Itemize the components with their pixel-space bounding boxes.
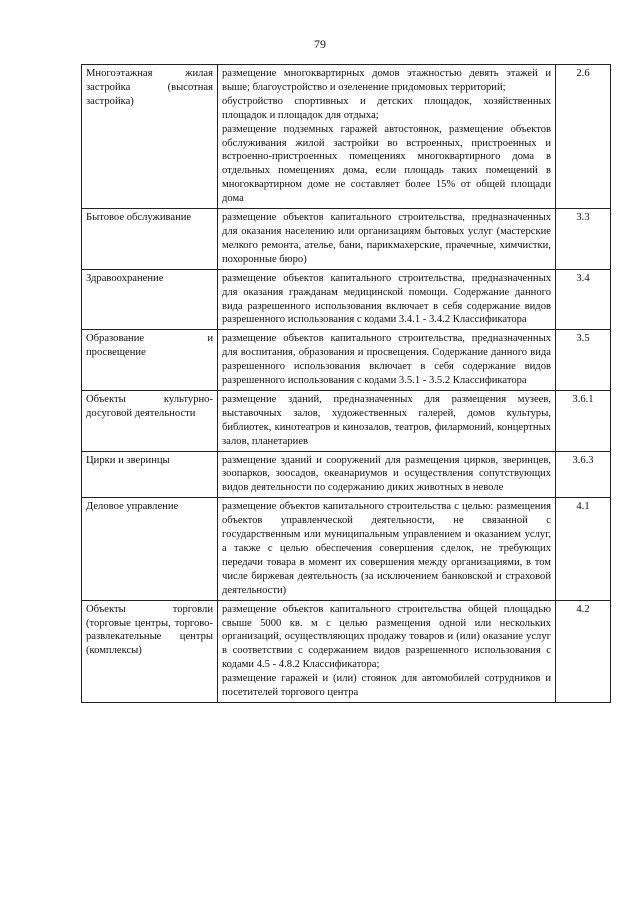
description-paragraph: размещение объектов капитального строительства, предназначенных для воспитания, образования и просвещения. Содержание данного вида разрешенного использования включает в себя содержание видов разрешенного использования с кодами 3.5.1 - 3.5.2 Классификатора xyxy=(222,333,551,387)
use-name-cell: Деловое управление xyxy=(82,498,218,600)
use-description-cell xyxy=(218,330,556,391)
description-paragraph: обустройство спортивных и детских площадок, хозяйственных площадок и площадок для отдыха; xyxy=(222,95,551,121)
land-use-table xyxy=(81,64,611,703)
description-paragraph: размещение объектов капитального строительства общей площадью свыше 5000 кв. м с целью размещения одной или нескольких организаций, осуществляющих продажу товаров и (или) оказание услуг в соответствии с содержанием видов разрешенного использования с кодами 4.5 - 4.8.2 Классификатора; xyxy=(222,603,551,671)
description-paragraph: размещение подземных гаражей автостоянок, размещение объектов обслуживания жилой застройки во встроенных, пристроенных и встроенно-пристроенных помещениях многоквартирного дома в отдельных помещениях дома, если площадь таких помещений в многоквартирном доме не составляет более 15% от общей площади дома xyxy=(222,123,551,205)
description-paragraph: размещение объектов капитального строительства с целью: размещения объектов управленческой деятельности, не связанной с государственным или муниципальным управлением и оказанием услуг, а также с целью обеспечения совершения сделок, не требующих передачи товара в момент их совершения между организациями, в том числе биржевая деятельность (за исключением банковской и страховой деятельности) xyxy=(222,501,551,596)
use-name-cell: Объекты культурно-досуговой деятельности xyxy=(82,390,218,451)
use-description-cell xyxy=(218,209,556,270)
use-code-cell: 3.6.1 xyxy=(556,390,611,451)
use-name-cell: Многоэтажная жилая застройка (высотная застройка) xyxy=(82,65,218,209)
description-paragraph: размещение зданий и сооружений для размещения цирков, зверинцев, зоопарков, зоосадов, океанариумов и осуществления сопутствующих видов деятельности по содержанию диких животных в неволе xyxy=(222,454,551,494)
use-name-cell: Образование и просвещение xyxy=(82,330,218,391)
use-description-cell xyxy=(218,65,556,209)
use-name-cell: Объекты торговли (торговые центры, торгово-развлекательные центры (комплексы) xyxy=(82,600,218,702)
table-row xyxy=(82,390,611,451)
use-name-cell: Цирки и зверинцы xyxy=(82,451,218,498)
use-code-cell: 3.4 xyxy=(556,269,611,330)
use-name-cell: Бытовое обслуживание xyxy=(82,209,218,270)
table-row xyxy=(82,451,611,498)
table-row xyxy=(82,209,611,270)
table-row xyxy=(82,269,611,330)
use-code-cell: 4.1 xyxy=(556,498,611,600)
use-name-cell: Здравоохранение xyxy=(82,269,218,330)
use-description-cell xyxy=(218,269,556,330)
description-paragraph: размещение многоквартирных домов этажностью девять этажей и выше; благоустройство и озеленение придомовых территорий; xyxy=(222,68,551,93)
table-row xyxy=(82,600,611,702)
use-code-cell: 3.3 xyxy=(556,209,611,270)
use-description-cell xyxy=(218,600,556,702)
use-code-cell: 3.5 xyxy=(556,330,611,391)
use-description-cell xyxy=(218,498,556,600)
use-code-cell: 3.6.3 xyxy=(556,451,611,498)
use-description-cell xyxy=(218,451,556,498)
use-description-cell xyxy=(218,390,556,451)
table-row xyxy=(82,330,611,391)
table-row xyxy=(82,498,611,600)
description-paragraph: размещение гаражей и (или) стоянок для автомобилей сотрудников и посетителей торгового центра xyxy=(222,673,551,699)
use-code-cell: 2.6 xyxy=(556,65,611,209)
description-paragraph: размещение объектов капитального строительства, предназначенных для оказания гражданам медицинской помощи. Содержание данного вида разрешенного использования включает в себя содержание видов разрешенного использования с кодами 3.4.1 - 3.4.2 Классификатора xyxy=(222,272,551,326)
table-row xyxy=(82,65,611,209)
description-paragraph: размещение зданий, предназначенных для размещения музеев, выставочных залов, художественных галерей, домов культуры, библиотек, кинотеатров и кинозалов, театров, филармоний, концертных залов, планетариев xyxy=(222,393,551,447)
use-code-cell: 4.2 xyxy=(556,600,611,702)
description-paragraph: размещение объектов капитального строительства, предназначенных для оказания населению или организациям бытовых услуг (мастерские мелкого ремонта, ателье, бани, парикмахерские, прачечные, химчистки, похоронные бюро) xyxy=(222,212,551,265)
page-number: 79 xyxy=(314,37,326,51)
